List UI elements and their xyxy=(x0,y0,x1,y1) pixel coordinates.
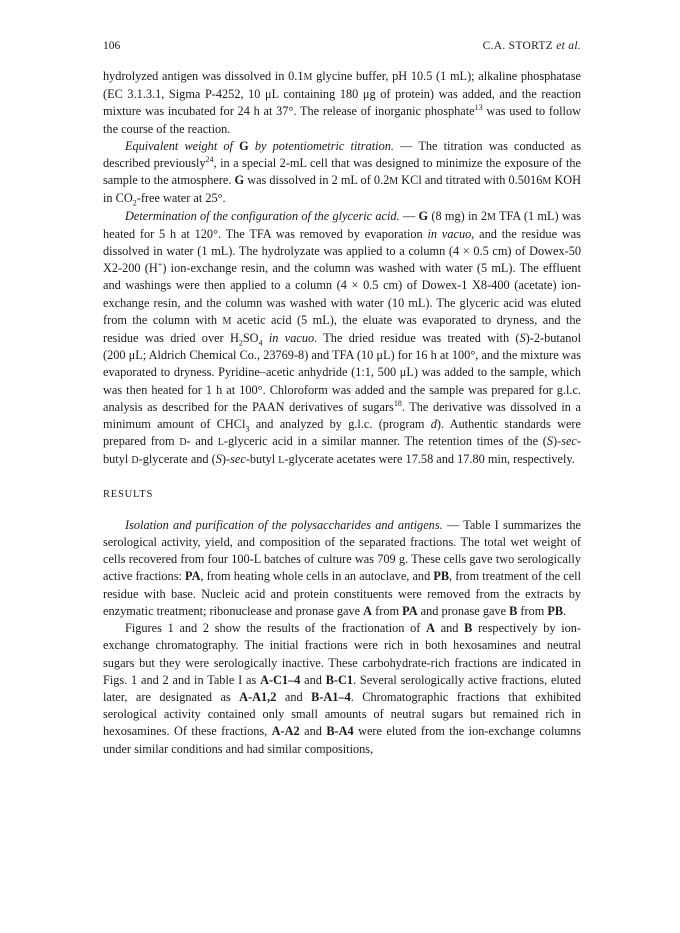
paragraph-equivalent-weight: Equivalent weight of G by potentiometric titration. — The titration was conducted as described previously$^{24}$, in a special 2-mL cell that was designed to minimize the exposure of the sample to the atmosphere. G was dissolved in 2 mL of 0.2M KCl and titrated with 0.5016M KOH in $CO_2$-free water at 25°. xyxy=(103,138,581,208)
page-number: 106 xyxy=(103,40,121,52)
page-header xyxy=(103,40,581,56)
running-head: C.A. STORTZ et al. xyxy=(482,40,581,52)
paragraph-hydrolysis: hydrolyzed antigen was dissolved in 0.1M glycine buffer, pH 10.5 (1 mL); alkaline phosphatase (EC 3.1.3.1, Sigma P-4252, 10 μL containing 180 μg of protein) was added, and the reaction mixture was incubated for 24 h at 37°. The release of inorganic phosphate$^{13}$ was used to follow the course of the reaction. xyxy=(103,69,581,136)
paragraph-fractionation: Figures 1 and 2 show the results of the fractionation of A and B respectively by ion-exchange chromatography. The initial fractions were rich in both hexosamines and neutral sugars but they were serologically inactive. These carbohydrate-rich fractions are indicated in Figs. 1 and 2 and in Table I as A-C1–4 and B-C1. Several serologically active fractions, eluted later, are designated as A-A1,2 and B-A1–4. Chromatographic fractions that exhibited serological activity contained only small amounts of neutral sugars but remained rich in hexosamines. Of these fractions, A-A2 and B-A4 were eluted from the ion-exchange columns under similar conditions and had similar compositions, xyxy=(103,621,582,756)
paragraph-glyceric-acid: Determination of the configuration of the glyceric acid. — G (8 mg) in 2M TFA (1 mL) was heated for 5 h at 120°. The TFA was removed by evaporation in vacuo, and the residue was dissolved in water (1 mL). The hydrolyzate was applied to a column (4 × 0.5 cm) of Dowex-50 X2-200 (H+) ion-exchange resin, and the column was washed with water (5 mL). The effluent and washings were then applied to a column (4 × 0.5 cm) of Dowex-1 X8-400 (acetate) ion-exchange resin, and the column was washed with water (10 mL). The glyceric acid was eluted from the column with M acetic acid (5 mL), the eluate was evaporated to dryness, and the residue was dried over $H_2SO_4$ in vacuo. The dried residue was treated with (S)-2-butanol (200 μL; Aldrich Chemical Co., 23769-8) and TFA (10 μL) for 16 h at 100°, and the mixture was evaporated to dryness. Pyridine–acetic anhydride (1:1, 500 μL) was added to the sample, which was then heated for 1 h at 100°. Chloroform was added and the sample was prepared for g.l.c. analysis as described for the PAAN derivatives of sugars$^{18}$. The derivative was dissolved in a minimum amount of CHCl$_3$ and analyzed by g.l.c. (program d). Authentic standards were prepared from D- and L-glyceric acid in a similar manner. The retention times of the (S)-sec-butyl D-glycerate and (S)-sec-butyl L-glycerate acetates were 17.58 and 17.80 min, respectively. xyxy=(103,208,581,467)
section-heading-results: RESULTS xyxy=(103,488,154,500)
paragraph-isolation: Isolation and purification of the polysaccharides and antigens. — Table I summarizes the serological activity, yield, and composition of the separated fractions. The total wet weight of cells recovered from four 100-L batches of culture was 709 g. These cells gave two serologically active fractions: PA, from heating whole cells in an autoclave, and PB, from treatment of the cell residue with base. Nucleic acid and protein constituents were removed from the extracts by enzymatic treatment; ribonuclease and pronase gave A from PA and pronase gave B from PB. xyxy=(103,517,581,618)
article-body xyxy=(103,68,581,758)
